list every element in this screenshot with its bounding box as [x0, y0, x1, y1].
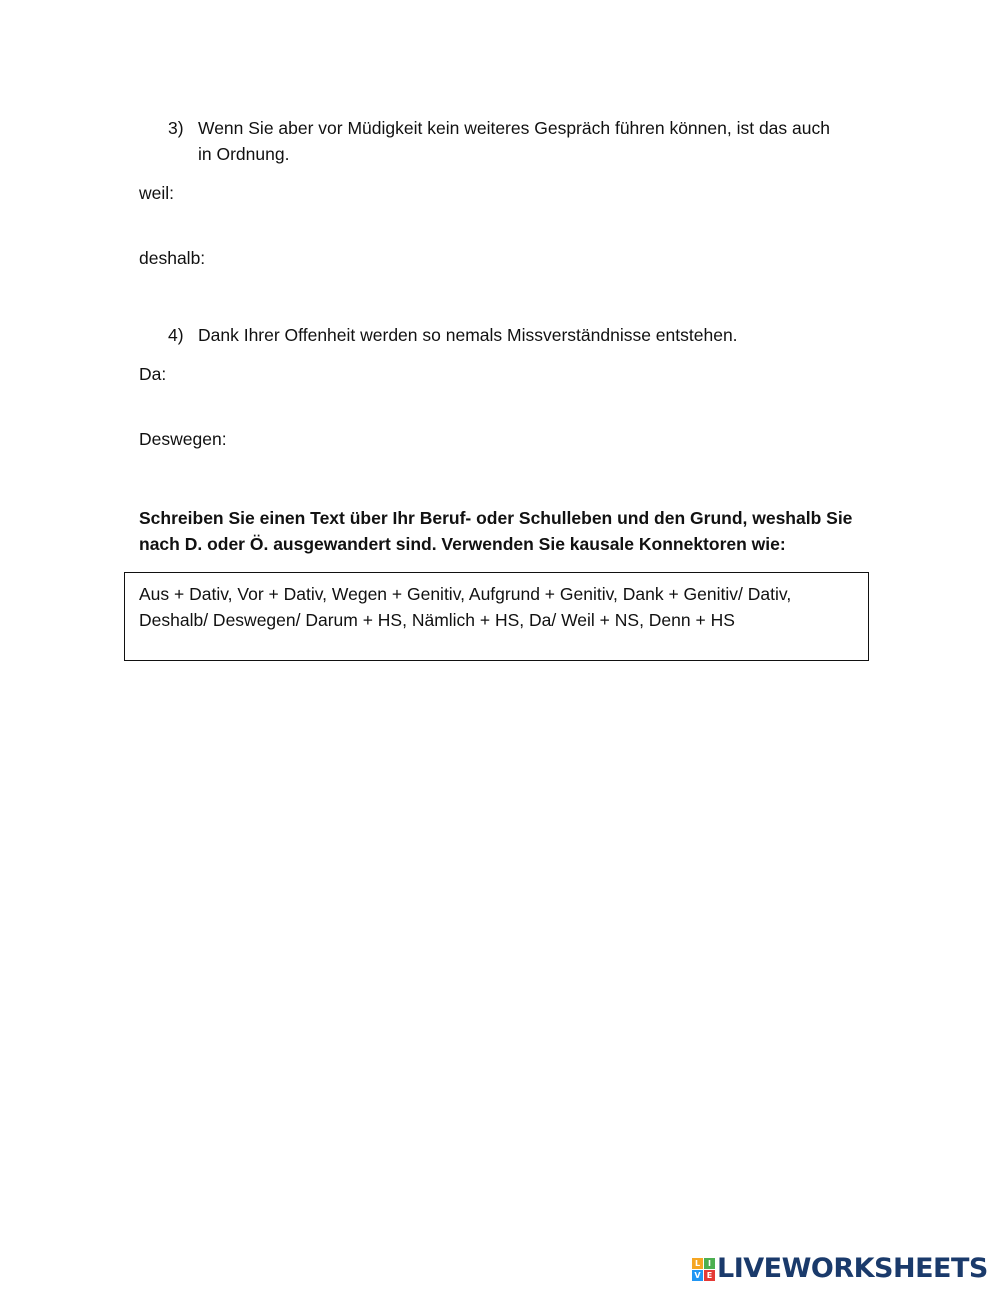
item-number: 4) — [168, 325, 184, 345]
item-number: 3) — [168, 118, 184, 138]
answer-input-deshalb[interactable] — [240, 244, 844, 272]
liveworksheets-logo — [692, 1254, 988, 1284]
item-sentence: Wenn Sie aber vor Müdigkeit kein weiteres Gespräch führen können, ist das auch in Ordnung. — [198, 118, 830, 164]
answer-input-deswegen[interactable] — [240, 425, 844, 453]
prompt-weil: weil: — [139, 183, 175, 203]
writing-task-instruction: Schreiben Sie einen Text über Ihr Beruf- oder Schulleben und den Grund, weshalb Sie nach D. oder Ö. ausgewandert sind. Verwenden Sie kausale Konnektoren wie: — [139, 508, 853, 554]
logo-letter: V — [692, 1270, 703, 1281]
logo-text: LIVEWORKSHEETS — [717, 1253, 988, 1284]
answer-input-da[interactable] — [240, 360, 844, 388]
connector-box — [124, 572, 869, 661]
logo-letter: I — [704, 1258, 715, 1269]
exercise-item-4 — [168, 322, 848, 348]
connector-list: Aus + Dativ, Vor + Dativ, Wegen + Genitiv, Aufgrund + Genitiv, Dank + Genitiv/ Dativ, Deshalb/ Deswegen/ Darum + HS, Nämlich + HS, Da/ Weil + NS, Denn + HS — [139, 584, 792, 630]
answer-input-weil[interactable] — [240, 179, 844, 207]
prompt-deswegen: Deswegen: — [139, 429, 227, 449]
logo-mark-icon — [692, 1258, 715, 1281]
prompt-deshalb: deshalb: — [139, 248, 206, 268]
prompt-da: Da: — [139, 364, 167, 384]
logo-letter: L — [692, 1258, 703, 1269]
logo-letter: E — [704, 1270, 715, 1281]
exercise-item-3 — [168, 115, 848, 167]
item-sentence: Dank Ihrer Offenheit werden so nemals Missverständnisse entstehen. — [198, 325, 738, 345]
